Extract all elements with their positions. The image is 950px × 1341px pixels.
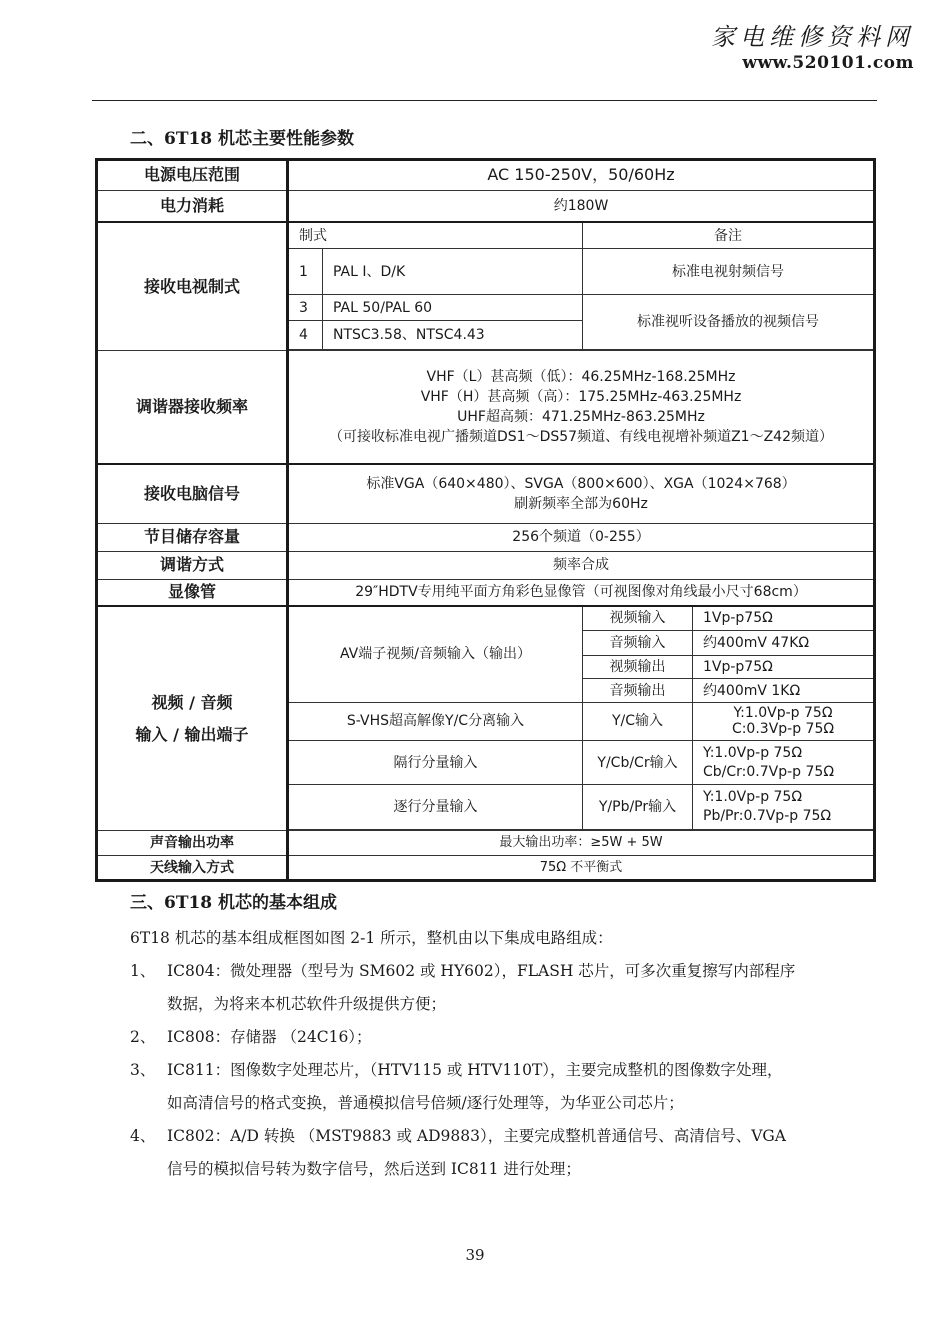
tuning-label: 调谐方式 bbox=[97, 551, 288, 579]
crt-value: 29″HDTV专用纯平面方角彩色显像管（可视图像对角线最小尺寸68cm） bbox=[288, 579, 875, 606]
progressive-label: 逐行分量输入 bbox=[288, 785, 583, 830]
svhs-spec: Y:1.0Vp-p 75Ω C:0.3Vp-p 75Ω bbox=[693, 702, 875, 740]
interlace-spec: Y:1.0Vp-p 75Ω Cb/Cr:0.7Vp-p 75Ω bbox=[693, 740, 875, 784]
section-2-title: 二、6T18 机芯主要性能参数 bbox=[130, 129, 355, 149]
antenna-label: 天线输入方式 bbox=[97, 856, 288, 881]
header-rule bbox=[92, 100, 877, 101]
site-watermark bbox=[711, 22, 914, 74]
intro-paragraph: 6T18 机芯的基本组成框图如图 2-1 所示，整机由以下集成电路组成： bbox=[130, 929, 613, 947]
audio-power-label: 声音输出功率 bbox=[97, 831, 288, 856]
tv-system-label: 接收电视制式 bbox=[97, 222, 288, 351]
list-item-line: IC804：微处理器（型号为 SM602 或 HY602），FLASH 芯片，可多次重复擦写内部程序 bbox=[167, 962, 796, 980]
remark-av: 标准视听设备播放的视频信号 bbox=[583, 294, 875, 350]
av-name: 视频输出 bbox=[583, 655, 693, 679]
power-consumption-label: 电力消耗 bbox=[97, 190, 288, 222]
av-label: AV端子视频/音频输入（输出） bbox=[288, 606, 583, 703]
spec-table bbox=[95, 158, 876, 882]
av-spec: 约400mV 1KΩ bbox=[693, 679, 875, 703]
tuner-line: VHF（H）甚高频（高）：175.25MHz-463.25MHz bbox=[420, 389, 742, 406]
system-name: PAL I、D/K bbox=[323, 249, 583, 294]
list-item-line: IC802：A/D 转换 （MST9883 或 AD9883），主要完成整机普通信号、高清信号、VGA bbox=[167, 1127, 786, 1145]
av-spec: 1Vp-p75Ω bbox=[693, 606, 875, 631]
power-range-value: AC 150-250V，50/60Hz bbox=[288, 160, 875, 191]
list-item-line: 数据，为将来本机芯软件升级提供方便； bbox=[167, 995, 447, 1013]
io-label bbox=[97, 606, 288, 831]
remark-col-header: 备注 bbox=[583, 222, 875, 249]
list-item-number: 1、 bbox=[130, 962, 156, 980]
io-label-line: 视频 / 音频 bbox=[151, 692, 233, 712]
pc-signal-label: 接收电脑信号 bbox=[97, 464, 288, 524]
pc-signal-line: 标准VGA（640×480）、SVGA（800×600）、XGA（1024×768） bbox=[366, 475, 796, 492]
av-spec: 约400mV 47KΩ bbox=[693, 630, 875, 655]
list-item-line: IC808：存储器 （24C16）； bbox=[167, 1028, 372, 1046]
system-num: 3 bbox=[288, 294, 323, 321]
system-name: NTSC3.58、NTSC4.43 bbox=[323, 321, 583, 350]
system-num: 1 bbox=[288, 249, 323, 294]
audio-power-value: 最大输出功率：≥5W + 5W bbox=[288, 831, 875, 856]
crt-label: 显像管 bbox=[97, 579, 288, 606]
list-item-number: 4、 bbox=[130, 1127, 156, 1145]
power-consumption-value: 约180W bbox=[288, 190, 875, 222]
av-name: 视频输入 bbox=[583, 606, 693, 631]
system-col-header: 制式 bbox=[288, 222, 583, 249]
interlace-label: 隔行分量输入 bbox=[288, 740, 583, 784]
progressive-name: Y/Pb/Pr输入 bbox=[583, 785, 693, 830]
list-item-number: 3、 bbox=[130, 1061, 156, 1079]
tuner-label: 调谐器接收频率 bbox=[97, 351, 288, 464]
av-name: 音频输出 bbox=[583, 679, 693, 703]
site-url: www.520101.com bbox=[742, 53, 914, 73]
page-number: 39 bbox=[465, 1246, 485, 1264]
av-spec: 1Vp-p75Ω bbox=[693, 655, 875, 679]
memory-value: 256个频道（0-255） bbox=[288, 524, 875, 552]
tuner-line: （可接收标准电视广播频道DS1～DS57频道、有线电视增补频道Z1～Z42频道） bbox=[329, 429, 833, 446]
power-range-label: 电源电压范围 bbox=[97, 160, 288, 191]
tuning-value: 频率合成 bbox=[288, 551, 875, 579]
list-item-line: 如高清信号的格式变换，普通模拟信号倍频/逐行处理等，为华亚公司芯片； bbox=[167, 1094, 684, 1112]
antenna-value: 75Ω 不平衡式 bbox=[288, 856, 875, 881]
list-item-number: 2、 bbox=[130, 1028, 156, 1046]
tuner-lines bbox=[288, 351, 875, 464]
list-item-line: 信号的模拟信号转为数字信号，然后送到 IC811 进行处理； bbox=[167, 1160, 581, 1178]
av-name: 音频输入 bbox=[583, 630, 693, 655]
svhs-label: S-VHS超高解像Y/C分离输入 bbox=[288, 702, 583, 740]
site-name: 家电维修资料网 bbox=[711, 23, 914, 51]
pc-signal-line: 刷新频率全部为60Hz bbox=[514, 495, 648, 512]
tuner-line: VHF（L）甚高频（低）：46.25MHz-168.25MHz bbox=[426, 369, 736, 386]
system-name: PAL 50/PAL 60 bbox=[323, 294, 583, 321]
tuner-line: UHF超高频：471.25MHz-863.25MHz bbox=[457, 409, 705, 426]
list-item-line: IC811：图像数字处理芯片，（HTV115 或 HTV110T），主要完成整机的图像数字处理， bbox=[167, 1061, 783, 1079]
progressive-spec: Y:1.0Vp-p 75Ω Pb/Pr:0.7Vp-p 75Ω bbox=[693, 785, 875, 830]
memory-label: 节目储存容量 bbox=[97, 524, 288, 552]
pc-signal-lines bbox=[288, 464, 875, 524]
interlace-name: Y/Cb/Cr输入 bbox=[583, 740, 693, 784]
svhs-name: Y/C输入 bbox=[583, 702, 693, 740]
section-3-title: 三、6T18 机芯的基本组成 bbox=[130, 893, 338, 913]
io-label-line: 输入 / 输出端子 bbox=[135, 724, 249, 744]
remark-rf: 标准电视射频信号 bbox=[583, 249, 875, 294]
system-num: 4 bbox=[288, 321, 323, 350]
